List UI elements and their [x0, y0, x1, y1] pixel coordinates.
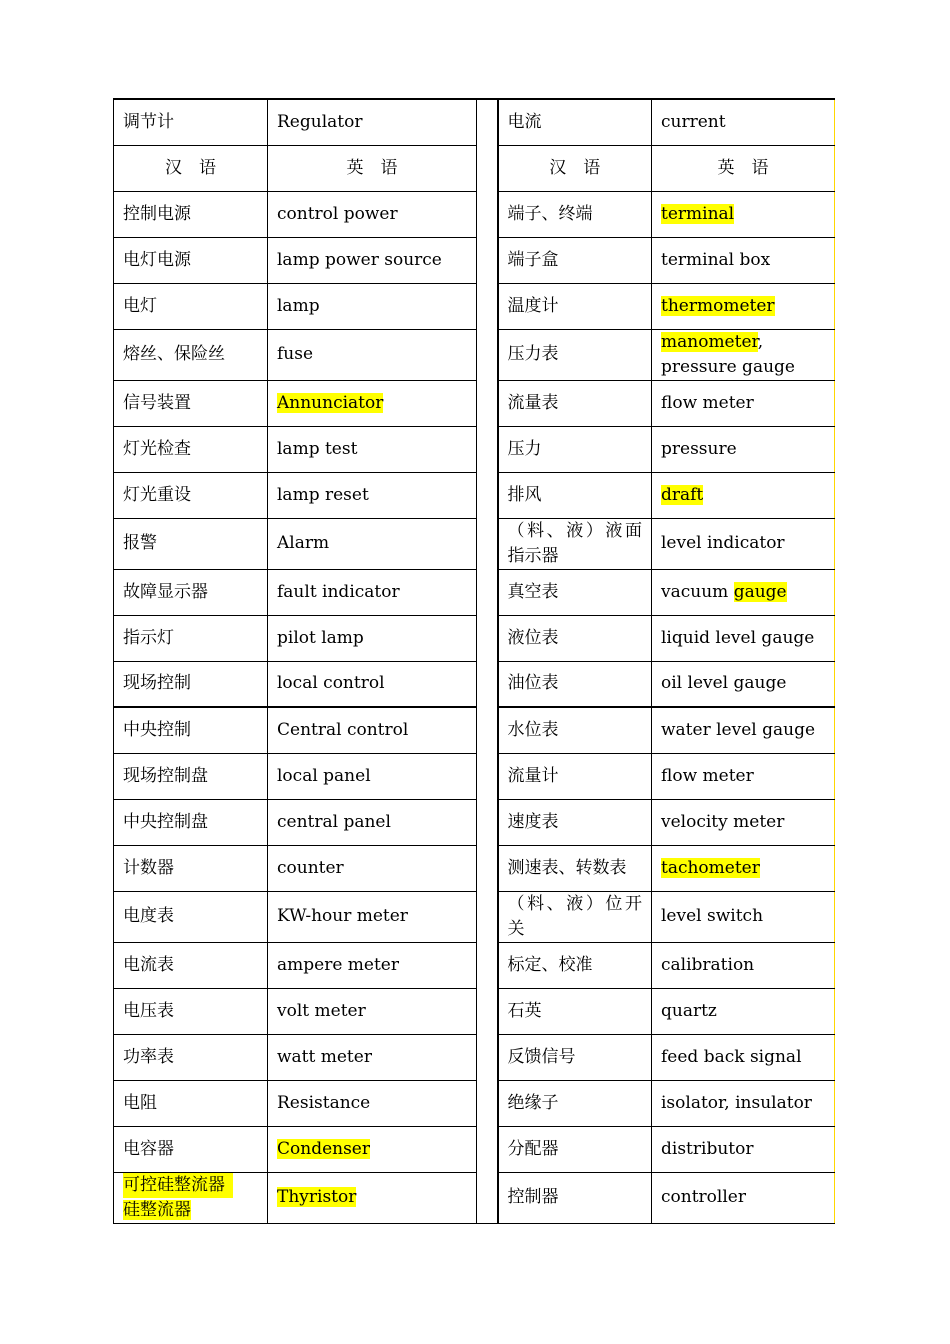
english-term	[268, 380, 477, 426]
english-term: current	[652, 99, 835, 145]
english-term: flow meter	[652, 380, 835, 426]
chinese-term: 故障显示器	[114, 569, 268, 615]
chinese-term: 功率表	[114, 1034, 268, 1080]
english-term	[652, 569, 835, 615]
chinese-term: 电灯	[114, 283, 268, 329]
chinese-term: 电容器	[114, 1126, 268, 1172]
chinese-term: 流量表	[498, 380, 652, 426]
english-term: lamp power source	[268, 237, 477, 283]
table-row	[114, 615, 835, 661]
table-row	[114, 426, 835, 472]
english-term-rest: , pressure gauge	[661, 331, 795, 377]
english-term: velocity meter	[652, 799, 835, 845]
chinese-term: （料、液）液面指示器	[498, 518, 652, 569]
english-term: water level gauge	[652, 707, 835, 753]
english-term: isolator, insulator	[652, 1080, 835, 1126]
table-row	[114, 1080, 835, 1126]
highlighted-term: draft	[661, 484, 704, 505]
chinese-term	[114, 1172, 268, 1223]
column-divider	[477, 99, 498, 1223]
chinese-term: 灯光重设	[114, 472, 268, 518]
chinese-term: 温度计	[498, 283, 652, 329]
chinese-term: 反馈信号	[498, 1034, 652, 1080]
table-row	[114, 472, 835, 518]
english-term: oil level gauge	[652, 661, 835, 707]
english-term: liquid level gauge	[652, 615, 835, 661]
english-term: lamp test	[268, 426, 477, 472]
chinese-term: 端子盒	[498, 237, 652, 283]
english-term	[652, 472, 835, 518]
english-term: fuse	[268, 329, 477, 380]
highlighted-term: manometer	[661, 331, 758, 352]
english-term: watt meter	[268, 1034, 477, 1080]
english-term: ampere meter	[268, 942, 477, 988]
english-term	[652, 191, 835, 237]
english-term: Alarm	[268, 518, 477, 569]
english-term: quartz	[652, 988, 835, 1034]
chinese-term: 电度表	[114, 891, 268, 942]
table-row	[114, 1034, 835, 1080]
chinese-term: 灯光检查	[114, 426, 268, 472]
chinese-term: 速度表	[498, 799, 652, 845]
header-chinese: 汉 语	[114, 145, 268, 191]
highlighted-term: Annunciator	[277, 392, 384, 413]
table-row	[114, 283, 835, 329]
chinese-term: 报警	[114, 518, 268, 569]
english-term: Central control	[268, 707, 477, 753]
table-row	[114, 99, 835, 145]
header-english: 英 语	[268, 145, 477, 191]
english-term	[652, 283, 835, 329]
chinese-term: 水位表	[498, 707, 652, 753]
english-term: Resistance	[268, 1080, 477, 1126]
chinese-term: 电灯电源	[114, 237, 268, 283]
highlighted-term: 硅整流器	[123, 1199, 191, 1220]
english-term: pilot lamp	[268, 615, 477, 661]
highlighted-term: 可控硅整流器	[123, 1173, 233, 1198]
english-term: feed back signal	[652, 1034, 835, 1080]
chinese-term: （料、液）位开关	[498, 891, 652, 942]
chinese-term: 中央控制	[114, 707, 268, 753]
english-term	[268, 1126, 477, 1172]
chinese-term: 液位表	[498, 615, 652, 661]
chinese-term: 信号装置	[114, 380, 268, 426]
table-row	[114, 753, 835, 799]
chinese-term: 中央控制盘	[114, 799, 268, 845]
chinese-term: 电流	[498, 99, 652, 145]
chinese-term: 指示灯	[114, 615, 268, 661]
glossary-table	[113, 98, 834, 1224]
chinese-term: 标定、校准	[498, 942, 652, 988]
english-term: distributor	[652, 1126, 835, 1172]
english-term: KW-hour meter	[268, 891, 477, 942]
english-term: volt meter	[268, 988, 477, 1034]
english-term	[652, 329, 835, 380]
highlighted-term: tachometer	[661, 857, 760, 878]
chinese-term: 绝缘子	[498, 1080, 652, 1126]
highlighted-term: thermometer	[661, 295, 775, 316]
table-row	[114, 329, 835, 380]
table-row	[114, 988, 835, 1034]
table-row	[114, 799, 835, 845]
chinese-term: 分配器	[498, 1126, 652, 1172]
chinese-term: 控制器	[498, 1172, 652, 1223]
chinese-term: 石英	[498, 988, 652, 1034]
chinese-term: 流量计	[498, 753, 652, 799]
table-row	[114, 891, 835, 942]
english-term: calibration	[652, 942, 835, 988]
highlighted-term: Thyristor	[277, 1187, 357, 1207]
chinese-term: 现场控制盘	[114, 753, 268, 799]
chinese-term: 熔丝、保险丝	[114, 329, 268, 380]
chinese-term: 油位表	[498, 661, 652, 707]
table-row	[114, 845, 835, 891]
chinese-term: 测速表、转数表	[498, 845, 652, 891]
english-term: Regulator	[268, 99, 477, 145]
table-row	[114, 569, 835, 615]
table-row	[114, 237, 835, 283]
table-row	[114, 380, 835, 426]
table-row	[114, 1126, 835, 1172]
chinese-term: 调节计	[114, 99, 268, 145]
english-term: controller	[652, 1172, 835, 1223]
english-term: lamp	[268, 283, 477, 329]
table-row	[114, 518, 835, 569]
english-term: level switch	[652, 891, 835, 942]
english-term: central panel	[268, 799, 477, 845]
english-term	[652, 845, 835, 891]
english-term	[268, 1172, 477, 1223]
table-header-row	[114, 145, 835, 191]
table-row	[114, 942, 835, 988]
highlighted-term: gauge	[733, 581, 787, 602]
chinese-term: 控制电源	[114, 191, 268, 237]
english-term: counter	[268, 845, 477, 891]
english-term: local control	[268, 661, 477, 707]
english-term: local panel	[268, 753, 477, 799]
english-term: level indicator	[652, 518, 835, 569]
chinese-term: 计数器	[114, 845, 268, 891]
chinese-term: 电压表	[114, 988, 268, 1034]
english-term: fault indicator	[268, 569, 477, 615]
chinese-term: 压力表	[498, 329, 652, 380]
english-term: control power	[268, 191, 477, 237]
chinese-term: 真空表	[498, 569, 652, 615]
english-term: flow meter	[652, 753, 835, 799]
chinese-term: 压力	[498, 426, 652, 472]
highlighted-term: terminal	[661, 203, 735, 224]
chinese-term: 排风	[498, 472, 652, 518]
header-chinese: 汉 语	[498, 145, 652, 191]
chinese-term: 电流表	[114, 942, 268, 988]
header-english: 英 语	[652, 145, 835, 191]
highlighted-term: Condenser	[277, 1138, 370, 1159]
english-term: terminal box	[652, 237, 835, 283]
english-term: lamp reset	[268, 472, 477, 518]
english-term: pressure	[652, 426, 835, 472]
english-term-rest: vacuum	[661, 581, 734, 602]
chinese-term: 电阻	[114, 1080, 268, 1126]
table-row	[114, 707, 835, 753]
chinese-term: 现场控制	[114, 661, 268, 707]
table-row	[114, 661, 835, 707]
table-row	[114, 1172, 835, 1223]
table-row	[114, 191, 835, 237]
chinese-term: 端子、终端	[498, 191, 652, 237]
